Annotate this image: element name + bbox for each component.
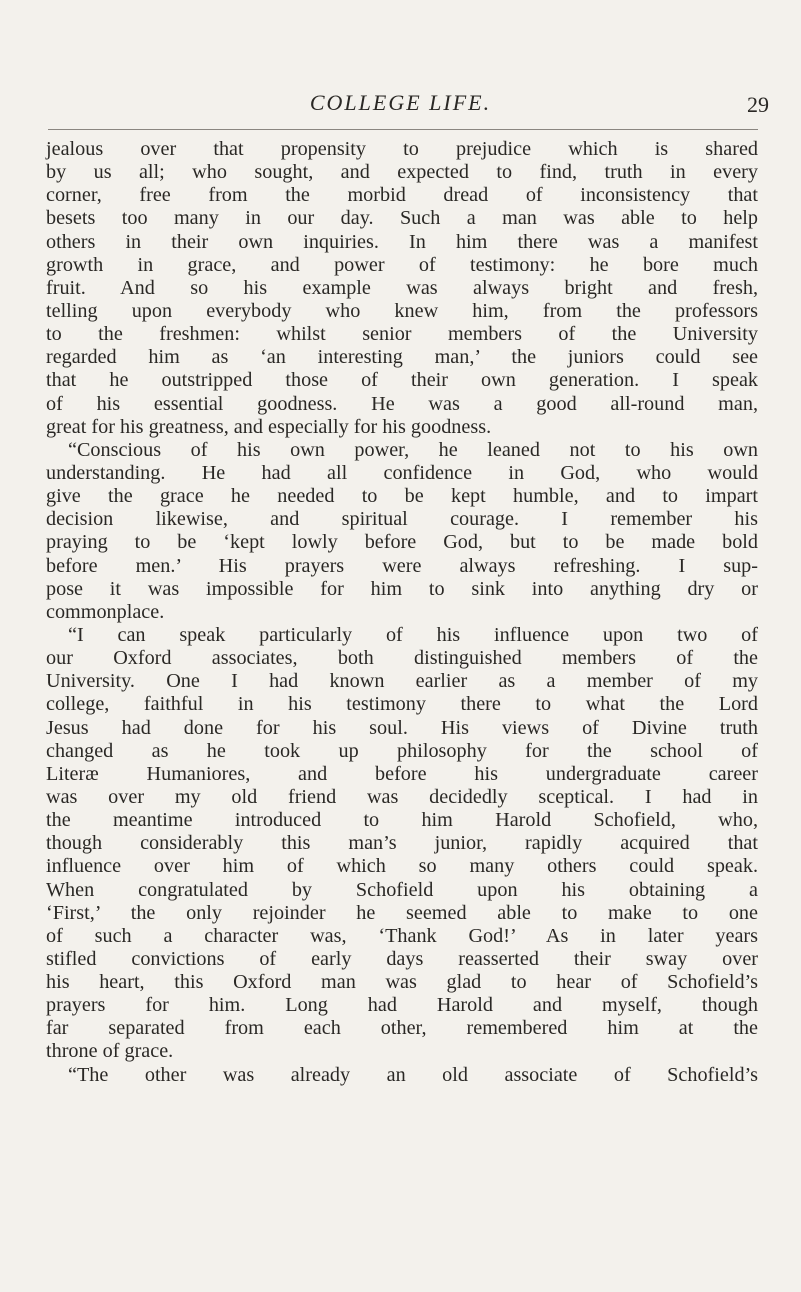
text-line: his heart, this Oxford man was glad to hear of Schofield’s <box>46 971 758 994</box>
text-line: “I can speak particularly of his influence upon two of <box>68 623 758 646</box>
text-line: our Oxford associates, both distinguished members of the <box>46 647 758 670</box>
text-line: commonplace. <box>46 600 165 623</box>
text-line: changed as he took up philosophy for the school of <box>46 739 758 762</box>
running-title: COLLEGE LIFE. <box>309 90 492 115</box>
text-line: corner, free from the morbid dread of inconsistency that <box>46 184 758 207</box>
text-line: understanding. He had all confidence in God, who would <box>46 461 758 484</box>
text-line: When congratulated by Schofield upon his obtaining a <box>46 878 758 901</box>
text-line: influence over him of which so many others could speak. <box>46 855 758 878</box>
text-line: though considerably this man’s junior, rapidly acquired that <box>46 832 758 855</box>
text-line: college, faithful in his testimony there to what the Lord <box>46 693 758 716</box>
page-number: 29 <box>747 92 769 117</box>
text-line: University. One I had known earlier as a member of my <box>46 670 758 693</box>
text-line: pose it was impossible for him to sink into anything dry or <box>46 577 758 600</box>
text-line: before men.’ His prayers were always refreshing. I sup- <box>46 554 758 577</box>
text-line: Jesus had done for his soul. His views of Divine truth <box>46 716 758 739</box>
text-line: that he outstripped those of their own generation. I speak <box>46 369 758 392</box>
text-line: “The other was already an old associate of Schofield’s <box>68 1063 758 1086</box>
text-line: decision likewise, and spiritual courage. I remember his <box>46 508 758 531</box>
body-text <box>46 138 758 1087</box>
text-line: others in their own inquiries. In him there was a manifest <box>46 230 758 253</box>
text-line: prayers for him. Long had Harold and myself, though <box>46 994 758 1017</box>
text-line: ‘First,’ the only rejoinder he seemed able to make to one <box>46 901 758 924</box>
text-line: the meantime introduced to him Harold Schofield, who, <box>46 809 758 832</box>
text-line: fruit. And so his example was always bright and fresh, <box>46 276 758 299</box>
text-line: of such a character was, ‘Thank God!’ As in later years <box>46 924 758 947</box>
text-line: stifled convictions of early days reasserted their sway over <box>46 947 758 970</box>
text-line: telling upon everybody who knew him, from the professors <box>46 299 758 322</box>
text-line: give the grace he needed to be kept humble, and to impart <box>46 485 758 508</box>
text-line: growth in grace, and power of testimony: he bore much <box>46 253 758 276</box>
text-line: besets too many in our day. Such a man was able to help <box>46 207 758 230</box>
text-line: great for his greatness, and especially for his goodness. <box>46 415 492 438</box>
text-line: far separated from each other, remembered him at the <box>46 1017 758 1040</box>
running-head <box>0 88 801 118</box>
text-line: throne of grace. <box>46 1040 174 1063</box>
text-line: praying to be ‘kept lowly before God, but to be made bold <box>46 531 758 554</box>
text-line: of his essential goodness. He was a good all-round man, <box>46 392 758 415</box>
text-line: “Conscious of his own power, he leaned not to his own <box>68 438 758 461</box>
text-line: regarded him as ‘an interesting man,’ the juniors could see <box>46 346 758 369</box>
header-rule <box>48 129 758 130</box>
text-line: jealous over that propensity to prejudice which is shared <box>46 138 758 160</box>
text-line: was over my old friend was decidedly sceptical. I had in <box>46 785 758 808</box>
text-line: to the freshmen: whilst senior members of the University <box>46 323 758 346</box>
text-line: Literæ Humaniores, and before his undergraduate career <box>46 762 758 785</box>
text-line: by us all; who sought, and expected to find, truth in every <box>46 161 758 184</box>
